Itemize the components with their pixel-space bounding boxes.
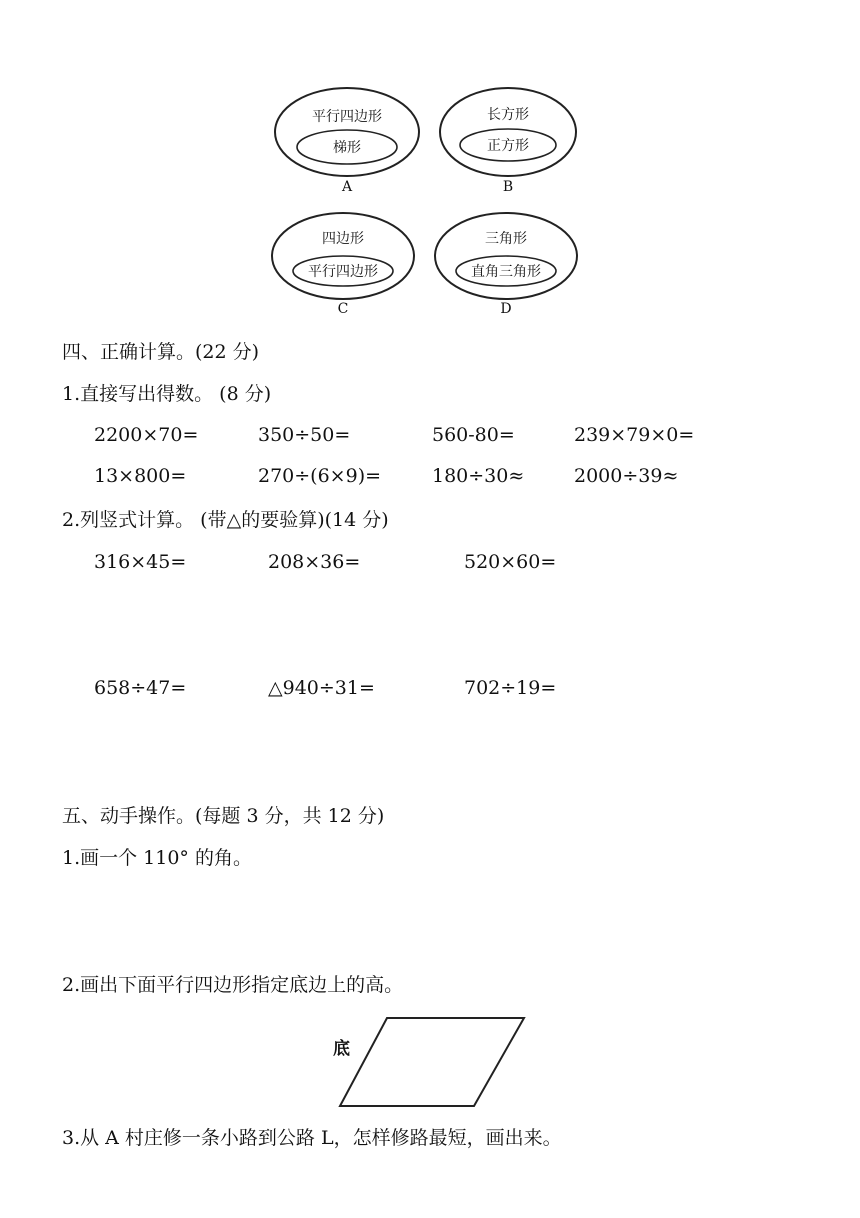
section4-q2-title: 2.列竖式计算。 (带△的要验算)(14 分) <box>62 509 389 531</box>
vertical-calc-item: 520×60= <box>464 551 557 573</box>
section4-q1-title: 1.直接写出得数。 (8 分) <box>62 383 272 405</box>
parallelogram-shape <box>340 1018 524 1106</box>
calc-item: 239×79×0= <box>574 424 695 446</box>
section5-q1: 1.画一个 110° 的角。 <box>62 847 252 869</box>
section5-q2: 2.画出下面平行四边形指定底边上的高。 <box>62 974 404 996</box>
calc-item: 13×800= <box>94 465 187 487</box>
vertical-calc-item: 702÷19= <box>464 677 557 699</box>
calc-item: 2000÷39≈ <box>574 465 679 487</box>
section5-q3: 3.从 A 村庄修一条小路到公路 L，怎样修路最短，画出来。 <box>62 1127 562 1149</box>
venn-a <box>275 88 419 195</box>
venn-d-inner: 直角三角形 <box>471 264 541 280</box>
venn-b-inner: 正方形 <box>487 138 529 154</box>
base-label: 底 <box>333 1039 350 1059</box>
vertical-calc-item: △940÷31= <box>268 677 375 699</box>
vertical-calc-item: 658÷47= <box>94 677 187 699</box>
vertical-calc-item: 208×36= <box>268 551 361 573</box>
venn-a-outer: 平行四边形 <box>312 109 382 125</box>
venn-d <box>435 213 577 317</box>
venn-b <box>440 88 576 195</box>
venn-a-inner: 梯形 <box>333 140 361 156</box>
calc-item: 560-80= <box>432 424 515 446</box>
section4-title: 四、正确计算。(22 分) <box>62 341 260 363</box>
venn-b-outer: 长方形 <box>487 107 529 123</box>
parallelogram-figure <box>320 1008 540 1112</box>
venn-d-outer: 三角形 <box>485 231 527 247</box>
venn-d-label: D <box>500 301 512 317</box>
calc-item: 350÷50= <box>258 424 351 446</box>
venn-c-outer: 四边形 <box>322 231 364 247</box>
calc-item: 2200×70= <box>94 424 199 446</box>
venn-c-label: C <box>337 301 349 317</box>
venn-c <box>272 213 414 317</box>
venn-a-label: A <box>341 179 353 195</box>
venn-c-inner: 平行四边形 <box>308 264 378 280</box>
venn-figures <box>0 0 860 330</box>
vertical-calc-item: 316×45= <box>94 551 187 573</box>
calc-item: 180÷30≈ <box>432 465 525 487</box>
section5-title: 五、动手操作。(每题 3 分，共 12 分) <box>62 805 385 827</box>
venn-b-label: B <box>502 179 514 195</box>
calc-item: 270÷(6×9)= <box>258 465 382 487</box>
